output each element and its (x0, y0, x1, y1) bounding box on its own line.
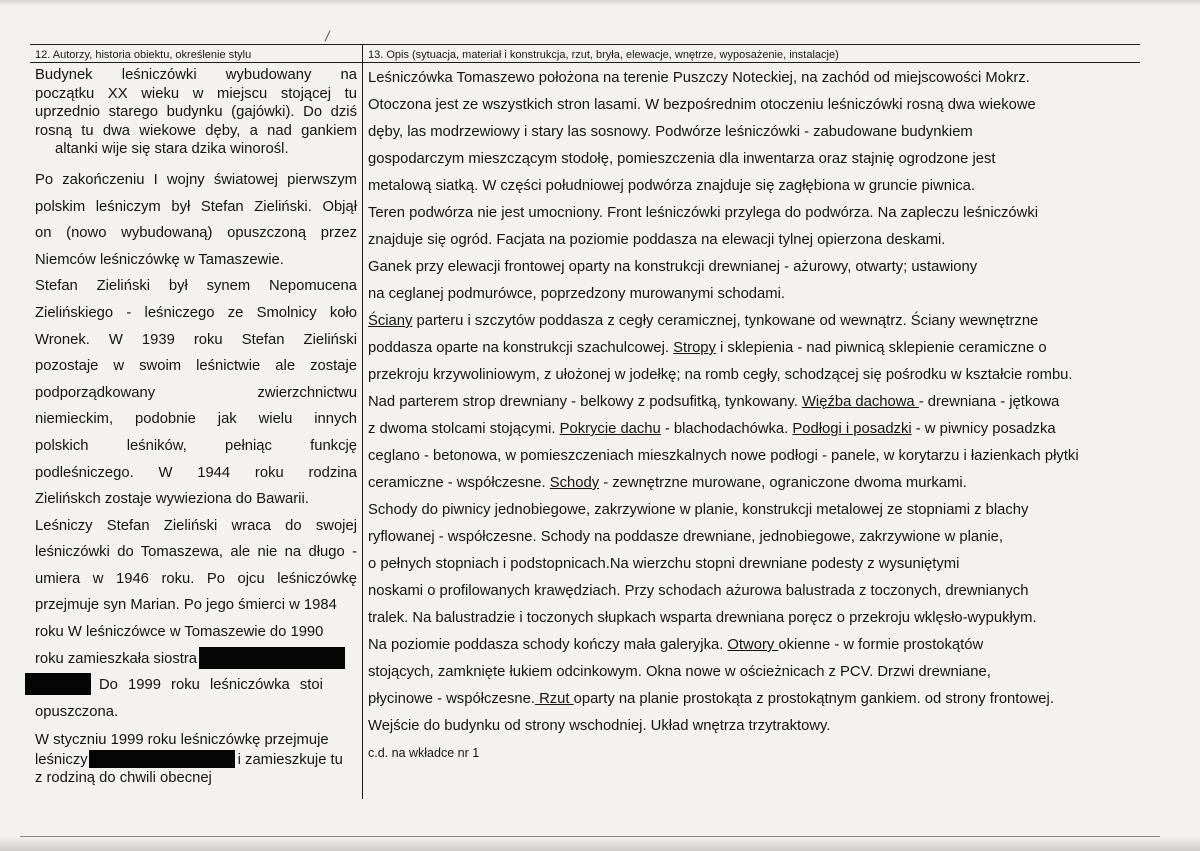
text-line: altanki wije się stara dzika winorośl. (55, 141, 289, 158)
text-line: polskim leśniczym był Stefan Zieliński. Objął (35, 198, 357, 215)
text-line: pozostaje w swoim leśnictwie ale zostaje (35, 358, 357, 375)
text-line (368, 686, 1138, 713)
description-column (368, 65, 1138, 767)
text-fragment: Nad parterem strop drewniany - belkowy z podsufitką, tynkowany. (368, 394, 802, 410)
text-line: Leśniczówka Tomaszewo położona na terenie Puszczy Noteckiej, na zachód od miejscowości Mokrz. (368, 70, 1030, 86)
text-line (368, 416, 1138, 443)
text-line (368, 335, 1138, 362)
redaction-block (199, 647, 345, 669)
section-heading-roof-truss: Więźba dachowa (801, 394, 919, 410)
text-line: podleśniczego. W 1944 roku rodzina (35, 464, 357, 481)
text-line: roku W leśniczówce w Tomaszewie do 1990 (35, 624, 324, 641)
text-line: Niemców leśniczówkę w Tamaszewie. (35, 251, 284, 268)
text-line: rosną tu dwa wiekowe dęby, a nad gankiem (35, 122, 357, 139)
text-line: Zielińskiego - leśniczego ze Smolnicy koło (35, 304, 357, 321)
text-line-with-redaction (35, 646, 357, 673)
history-paragraph-6 (35, 731, 357, 787)
text-line (368, 470, 1138, 497)
text-line: ceglano - betonowa, w pomieszczeniach mieszkalnych nowe podłogi - panele, w korytarzu i łazienkach płytki (368, 448, 1079, 464)
text-line: uprzednio starego budynku (gajówki). Do dziś (35, 104, 357, 121)
section-heading-openings: Otwory (727, 637, 779, 653)
text-line: polskich leśników, pełniąc funkcję (35, 437, 357, 454)
text-line: znajduje się ogród. Facjata na poziomie poddasza na elewacji tylnej opierzona deskami. (368, 232, 946, 248)
text-line: podporządkowany zwierzchnictwu (35, 384, 357, 401)
left-column-header: 12. Autorzy, historia obiektu, określenie stylu (35, 49, 252, 61)
redaction-block (25, 673, 91, 695)
text-line: noskami o profilowanych krawędziach. Przy schodach ażurowa balustrada z toczonych, drewnianych (368, 583, 1029, 599)
section-heading-floors: Podłogi i posadzki (792, 421, 912, 437)
section-heading-stairs: Schody (549, 475, 600, 491)
text-line: Teren podwórza nie jest umocniony. Front leśniczówki przylega do podwórza. Na zapleczu leśniczówki (368, 205, 1039, 221)
scan-edge-bottom (0, 836, 1200, 851)
column-divider (362, 44, 363, 799)
text-line: z rodziną do chwili obecnej (35, 769, 212, 786)
text-fragment: okienne - w formie prostokątów (778, 637, 984, 653)
text-line: niemieckim, podobnie jak wielu innych (35, 411, 357, 428)
bottom-rule (20, 836, 1160, 837)
text-line: Wronek. W 1939 roku Stefan Zieliński (35, 331, 357, 348)
history-paragraph-3 (35, 273, 357, 512)
history-paragraph-4 (35, 513, 357, 673)
header-top-rule (30, 44, 1140, 45)
history-paragraph-5 (35, 672, 357, 725)
text-line (368, 632, 1138, 659)
section-heading-walls: Ściany (368, 313, 413, 329)
text-line: Budynek leśniczówki wybudowany na (35, 67, 357, 83)
text-fragment: z dwoma stolcami stojącymi. (368, 421, 560, 437)
history-paragraph-1 (35, 66, 357, 159)
text-line: początku XX wieku w miejscu stojącej tu (35, 85, 357, 102)
stray-pen-mark (325, 30, 331, 41)
continuation-note: c.d. na wkładce nr 1 (368, 746, 480, 760)
text-line: dęby, las modrzewiowy i stary las sosnowy. Podwórze leśniczówki - zabudowane budynkiem (368, 124, 973, 140)
text-fragment: i zamieszkuje tu (237, 752, 343, 769)
text-line: umiera w 1946 roku. Po ojcu leśniczówkę (35, 570, 357, 587)
text-fragment: - blachodachówka. (660, 421, 793, 437)
text-line-with-redaction (35, 750, 357, 769)
history-column (35, 66, 357, 787)
section-heading-roofing: Pokrycie dachu (559, 421, 661, 437)
text-fragment: leśniczy (35, 752, 88, 769)
text-line: Ganek przy elewacji frontowej oparty na konstrukcji drewnianej - ażurowy, otwarty; ustawiony (368, 259, 978, 275)
text-line: metalową siatką. W części południowej podwórza znajduje się zagłębiona w gruncie piwnica. (368, 178, 975, 194)
section-heading-plan: Rzut (534, 691, 574, 707)
text-line (368, 389, 1138, 416)
right-column-header: 13. Opis (sytuacja, materiał i konstrukcja, rzut, bryła, elewacje, wnętrze, wyposażenie, instalacje) (368, 49, 839, 61)
text-fragment: poddasza oparte na konstrukcji szachulcowej. (368, 340, 674, 356)
text-line: stojących, zamknięte łukiem odcinkowym. Okna nowe w ościeżnicach z PCV. Drzwi drewniane, (368, 664, 991, 680)
text-fragment: - w piwnicy posadzka (911, 421, 1056, 437)
text-line: na ceglanej podmurówce, poprzedzony murowanymi schodami. (368, 286, 785, 302)
text-fragment: i sklepienia - nad piwnicą sklepienie ceramiczne o (715, 340, 1047, 356)
text-fragment: Na poziomie poddasza schody kończy mała galeryjka. (368, 637, 728, 653)
text-fragment: parteru i szczytów poddasza z cegły ceramicznej, tynkowane od wewnątrz. Ściany wewnętrzne (412, 313, 1039, 329)
text-line: Otoczona jest ze wszystkich stron lasami. W bezpośrednim otoczeniu leśniczówki rosną dwa wiekowe (368, 97, 1036, 113)
history-paragraph-2 (35, 167, 357, 273)
text-fragment: roku zamieszkała siostra (35, 650, 197, 667)
section-heading-ceilings: Stropy (673, 340, 716, 356)
text-fragment: oparty na planie prostokąta z prostokątnym gankiem. od strony frontowej. (573, 691, 1054, 707)
text-line (368, 308, 1138, 335)
redaction-block (89, 750, 235, 768)
text-fragment: ceramiczne - współczesne. (368, 475, 550, 491)
text-line: Zielińskch zostaje wywieziona do Bawarii. (35, 491, 309, 508)
text-line: Leśniczy Stefan Zieliński wraca do swojej (35, 517, 357, 534)
text-line: Po zakończeniu I wojny światowej pierwszym (35, 171, 357, 188)
text-line: o pełnych stopniach i podstopnicach.Na wierzchu stopni drewniane podesty z wysuniętymi (368, 556, 960, 572)
text-line: on (nowo wybudowaną) opuszczoną przez (35, 225, 357, 242)
scan-edge-top (0, 0, 1200, 6)
text-line: opuszczona. (35, 703, 119, 720)
text-line: gospodarczym mieszczącym stodołę, pomieszczenia dla inwentarza oraz stajnię ogrodzone jest (368, 151, 996, 167)
text-fragment: - drewniana - jętkowa (918, 394, 1060, 410)
text-line: ryflowanej - współczesne. Schody na poddasze drewniane, jednobiegowe, zakrzywione w planie, (368, 529, 1003, 545)
text-line-with-redaction (35, 672, 357, 699)
text-line: Stefan Zieliński był synem Nepomucena (35, 278, 357, 295)
text-fragment: Do 1999 roku leśniczówka stoi (99, 677, 323, 694)
header-bottom-rule (30, 62, 1140, 63)
text-fragment: płycinowe - współczesne. (368, 691, 535, 707)
text-line: leśniczówki do Tomaszewa, ale nie na długo - (35, 544, 357, 561)
text-line: tralek. Na balustradzie i toczonych słupkach wsparta drewniana poręcz o przekroju wklęsło-wypukłym. (368, 610, 1037, 626)
text-fragment: - zewnętrzne murowane, ograniczone dwoma murkami. (599, 475, 967, 491)
text-line: Wejście do budynku od strony wschodniej. Układ wnętrza trzytraktowy. (368, 718, 831, 734)
text-line: przejmuje syn Marian. Po jego śmierci w 1984 (35, 597, 337, 614)
text-line: Schody do piwnicy jednobiegowe, zakrzywione w planie, konstrukcji metalowej ze stopniami z blachy (368, 502, 1029, 518)
text-line: przekroju krzywoliniowym, z ułożonej w jodełkę; na romb cegły, schodzącej się pośrodku w kształcie rombu. (368, 367, 1073, 383)
text-line: W styczniu 1999 roku leśniczówkę przejmuje (35, 732, 329, 749)
